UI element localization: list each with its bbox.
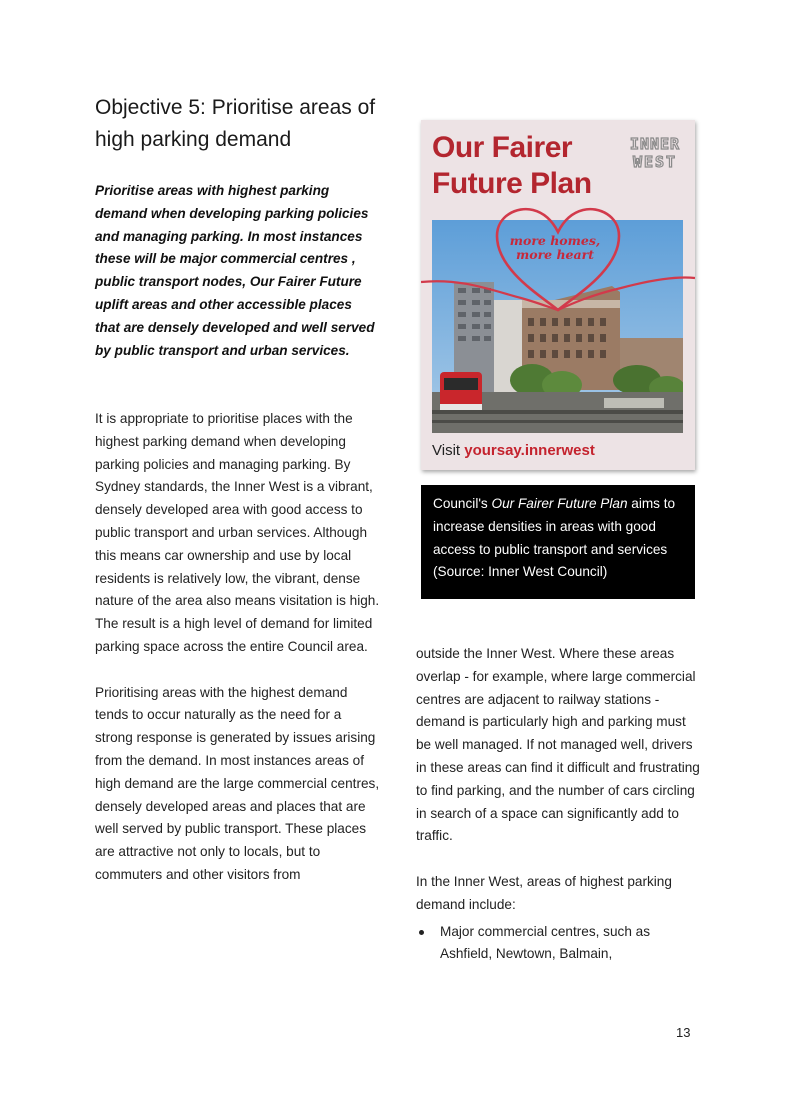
objective-summary: Prioritise areas with highest parking demand when developing parking policies and managing parking. In most instances these will be major commercial centres , public transport nodes, Our Fairer Future uplift areas and other accessible places that are densely developed and well served by public transport and urban services. xyxy=(95,183,375,358)
logo-line: WEST xyxy=(632,153,678,171)
caption-plan-name: Our Fairer Future Plan xyxy=(491,496,628,511)
body-paragraph: Prioritising areas with the highest demand tends to occur naturally as the need for a strong response is generated by issues arising from the demand. In most instances areas of high demand are the large commercial centres, densely developed areas and places that are well served by public transport. These places are attractive not only to locals, but to commuters and other visitors from xyxy=(95,684,380,882)
caption-text: Council's xyxy=(433,496,492,511)
body-paragraph: In the Inner West, areas of highest parking demand include: xyxy=(416,873,672,912)
our-fairer-future-plan-poster xyxy=(421,120,695,470)
visit-line xyxy=(432,442,595,459)
visit-label: Visit xyxy=(432,442,465,459)
inner-west-logo-icon xyxy=(624,133,686,173)
caption-text: aims to increase densities in areas with good access to public transport and services (Source: Inner West Council) xyxy=(433,496,676,580)
image-caption xyxy=(421,485,695,599)
heart-slogan xyxy=(505,234,605,262)
visit-url: yoursay.innerwest xyxy=(464,442,595,459)
list-item: Major commercial centres, such as Ashfield, Newtown, Balmain, xyxy=(416,921,701,967)
right-column xyxy=(416,643,701,966)
body-paragraph: outside the Inner West. Where these areas overlap - for example, where large commercial centres are adjacent to railway stations - demand is particularly high and parking must be well managed. If not managed well, drivers in these areas can find it difficult and frustrating to find parking, and the number of cars circling in search of a space can significantly add to traffic. xyxy=(416,646,700,844)
logo-line: INNER xyxy=(629,135,681,153)
body-paragraph: It is appropriate to prioritise places with the highest parking demand when developing parking policies and managing parking. By Sydney standards, the Inner West is a vibrant, densely developed area with good access to public transport and urban services. Although this means car ownership and use by local residents is relatively low, the vibrant, dense nature of the area also means visitation is high. The result is a high level of demand for limited parking space across the entire Council area. xyxy=(95,411,380,654)
demand-areas-list xyxy=(416,921,701,967)
poster-title xyxy=(432,130,622,202)
poster-title-line: Our Fairer xyxy=(432,131,573,164)
page-number: 13 xyxy=(676,1025,691,1040)
heart-slogan-line: more homes, xyxy=(509,233,601,248)
left-column xyxy=(95,408,380,887)
heart-slogan-line: more heart xyxy=(516,247,594,262)
objective-heading: Objective 5: Prioritise areas of high parking demand xyxy=(95,96,376,151)
poster-title-line: Future Plan xyxy=(432,167,592,200)
